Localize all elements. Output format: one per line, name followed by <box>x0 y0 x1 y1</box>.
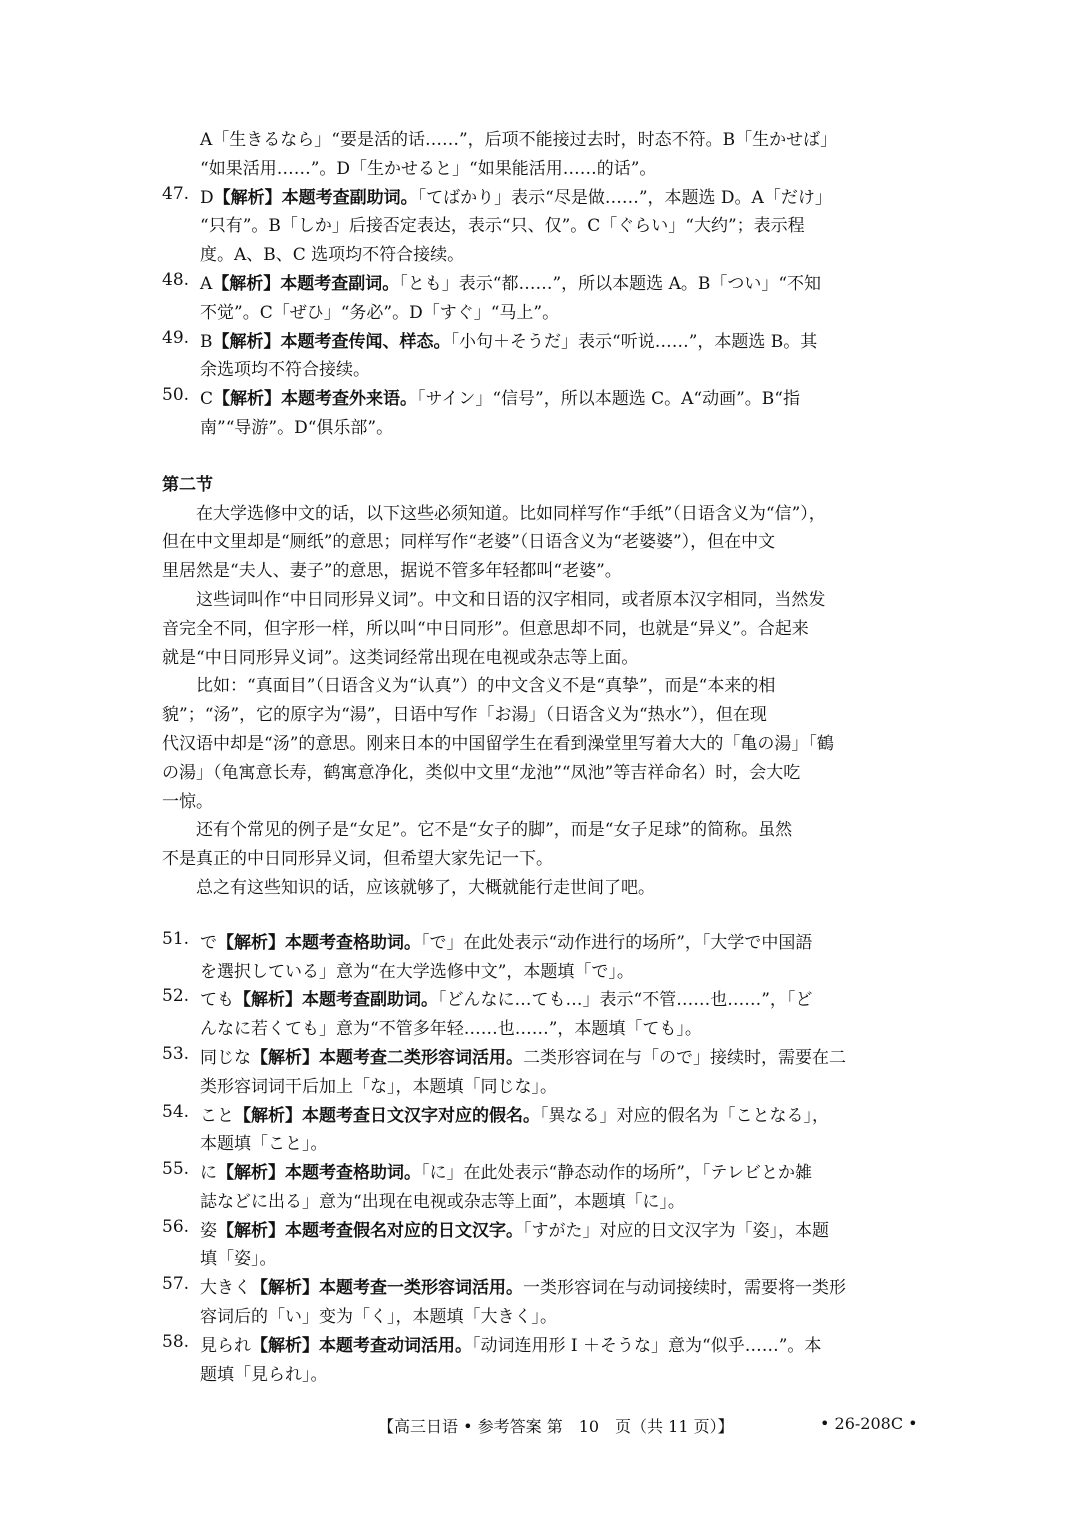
answer-key: D <box>200 187 214 208</box>
answer-key: 同じな <box>200 1047 251 1068</box>
passage-line: 不是真正的中日同形异义词，但希望大家先记一下。 <box>162 849 553 870</box>
answer-item-57 <box>162 1274 920 1332</box>
item-number: 57. <box>162 1274 190 1295</box>
analysis-text: 「小句＋そうだ」表示“听说……”，本题选 B。其 <box>450 331 818 352</box>
answer-key: B <box>200 331 213 352</box>
answer-item-48 <box>162 270 920 328</box>
passage-line: の湯」（龟寓意长寿，鹤寓意净化，类似中文里“龙池”“凤池”等吉祥命名）时，会大吃 <box>162 762 801 783</box>
analysis-text: 「で」在此处表示“动作进行的场所”，「大学で中国語 <box>421 932 813 953</box>
analysis-text: 「动词连用形 I ＋そうな」意为“似乎……”。本 <box>472 1335 822 1356</box>
analysis-line: んなに若くても」意为“不管多年轻……也……”，本题填「ても」。 <box>200 1019 702 1040</box>
q46-continuation-line-2: “如果活用……”。D「生かせると」“如果能活用……的话”。 <box>200 158 657 179</box>
answer-item-56 <box>162 1217 920 1275</box>
answer-key: 姿 <box>200 1220 217 1241</box>
item-number: 54. <box>162 1101 190 1122</box>
answer-key: A <box>200 273 213 294</box>
analysis-heading: 【解析】本题考查二类形容词活用。 <box>251 1047 523 1068</box>
analysis-line: 题填「見られ」。 <box>200 1364 328 1385</box>
analysis-text: 「サイン」“信号”，所以本题选 C。A“动画”。B“指 <box>417 389 800 410</box>
passage-line: 但在中文里却是“厕纸”的意思；同样写作“老婆”（日语含义为“老婆婆”），但在中文 <box>162 532 776 553</box>
analysis-line: 容词后的「い」变为「く」，本题填「大きく」。 <box>200 1307 557 1328</box>
answer-key: C <box>200 389 214 410</box>
analysis-line: 余选项均不符合接续。 <box>200 360 370 381</box>
answer-key: で <box>200 932 217 953</box>
section-title: 第二节 <box>162 474 213 495</box>
analysis-line: “只有”。B「しか」后接否定表达，表示“只、仅”。C「ぐらい」“大约”；表示程 <box>200 216 805 237</box>
answer-item-47 <box>162 184 920 270</box>
answer-item-54 <box>162 1102 920 1160</box>
answer-key: 見られ <box>200 1335 251 1356</box>
item-number: 53. <box>162 1043 190 1064</box>
answer-item-51 <box>162 929 920 987</box>
passage-line: 比如：“真面目”（日语含义为“认真”）的中文含义不是“真挚”，而是“本来的相 <box>196 676 776 697</box>
analysis-text: 「に」在此处表示“静态动作的场所”，「テレビとか雑 <box>421 1163 813 1184</box>
item-number: 58. <box>162 1331 190 1352</box>
answer-item-50 <box>162 385 920 443</box>
analysis-heading: 【解析】本题考查日文汉字对应的假名。 <box>234 1105 540 1126</box>
answer-item-55 <box>162 1159 920 1217</box>
analysis-text: 二类形容词在与「ので」接续时，需要在二 <box>523 1047 846 1068</box>
item-number: 48. <box>162 269 190 290</box>
answer-content <box>162 126 920 1389</box>
answer-key: こと <box>200 1105 234 1126</box>
analysis-heading: 【解析】本题考查副助词。 <box>213 187 418 208</box>
analysis-heading: 【解析】本题考查副词。 <box>212 273 400 294</box>
answer-key: に <box>200 1163 217 1184</box>
analysis-line: 度。A、B、C 选项均不符合接续。 <box>200 245 465 266</box>
item-number: 49. <box>162 327 190 348</box>
passage-line: 里居然是“夫人、妻子”的意思，据说不管多年轻都叫“老婆”。 <box>162 561 622 582</box>
analysis-heading: 【解析】本题考查外来语。 <box>213 389 418 410</box>
analysis-heading: 【解析】本题考查动词活用。 <box>251 1335 472 1356</box>
analysis-line: 不觉”。C「ぜひ」“务必”。D「すぐ」“马上”。 <box>200 302 560 323</box>
item-number: 50. <box>162 385 190 406</box>
footer-code: • 26-208C • <box>820 1414 918 1433</box>
passage-line: 这些词叫作“中日同形异义词”。中文和日语的汉字相同，或者原本汉字相同，当然发 <box>196 589 826 610</box>
q46-continuation-line-1: A「生きるなら」“要是活的话……”，后项不能接过去时，时态不符。B「生かせば」 <box>200 130 838 150</box>
analysis-heading: 【解析】本题考查格助词。 <box>217 932 421 953</box>
analysis-heading: 【解析】本题考查一类形容词活用。 <box>251 1278 523 1299</box>
analysis-heading: 【解析】本题考查副助词。 <box>234 990 438 1011</box>
passage-line: 在大学选修中文的话，以下这些必须知道。比如同样写作“手纸”（日语含义为“信”）， <box>196 503 826 524</box>
answer-key: ても <box>200 990 234 1011</box>
analysis-text: 「すがた」对应的日文汉字为「姿」，本题 <box>523 1220 829 1241</box>
analysis-text: 「異なる」对应的假名为「ことなる」， <box>540 1105 829 1126</box>
analysis-heading: 【解析】本题考查格助词。 <box>217 1163 421 1184</box>
passage-line: 就是“中日同形异义词”。这类词经常出现在电视或杂志等上面。 <box>162 647 639 668</box>
answer-key: 大きく <box>200 1278 251 1299</box>
footer-page-info: 【高三日语 • 参考答案 第 10 页（共 11 页）】 <box>378 1417 734 1436</box>
analysis-line: 类形容词词干后加上「な」，本题填「同じな」。 <box>200 1076 557 1097</box>
item-number: 47. <box>162 183 190 204</box>
analysis-heading: 【解析】本题考查假名对应的日文汉字。 <box>217 1220 523 1241</box>
answer-item-53 <box>162 1044 920 1102</box>
analysis-line: を選択している」意为“在大学选修中文”，本题填「で」。 <box>200 961 634 982</box>
passage-line: 总之有这些知识的话，应该就够了，大概就能行走世间了吧。 <box>196 877 655 898</box>
item-number: 52. <box>162 986 190 1007</box>
analysis-line: 誌などに出る」意为“出现在电视或杂志等上面”，本题填「に」。 <box>200 1191 685 1212</box>
answer-item-49 <box>162 328 920 386</box>
analysis-text: 「どんなに…ても…」表示“不管……也……”，「ど <box>438 990 813 1011</box>
analysis-line: 本题填「こと」。 <box>200 1134 328 1155</box>
passage-line: 一惊。 <box>162 791 213 812</box>
item-number: 51. <box>162 928 190 949</box>
item-number: 55. <box>162 1159 190 1180</box>
passage-line: 代汉语中却是“汤”的意思。刚来日本的中国留学生在看到澡堂里写着大大的「亀の湯」「鶴 <box>162 733 834 754</box>
analysis-line: 填「姿」。 <box>200 1249 277 1270</box>
analysis-text: 一类形容词在与动词接续时，需要将一类形 <box>523 1278 846 1299</box>
analysis-text: 「とも」表示“都……”，所以本题选 A。B「つい」“不知 <box>399 273 822 294</box>
analysis-heading: 【解析】本题考查传闻、样态。 <box>212 331 451 352</box>
answer-item-52 <box>162 986 920 1044</box>
answer-item-58 <box>162 1332 920 1390</box>
passage-line: 还有个常见的例子是“女足”。它不是“女子的脚”，而是“女子足球”的简称。虽然 <box>196 820 793 841</box>
passage-line: 貌”；“汤”，它的原字为“湯”，日语中写作「お湯」（日语含义为“热水”），但在现 <box>162 705 767 726</box>
passage-line: 音完全不同，但字形一样，所以叫“中日同形”。但意思却不同，也就是“异义”。合起来 <box>162 618 809 639</box>
analysis-line: 南”“导游”。D“俱乐部”。 <box>200 417 394 438</box>
item-number: 56. <box>162 1216 190 1237</box>
analysis-text: 「てばかり」表示“尽是做……”，本题选 D。A「だけ」 <box>417 187 832 208</box>
